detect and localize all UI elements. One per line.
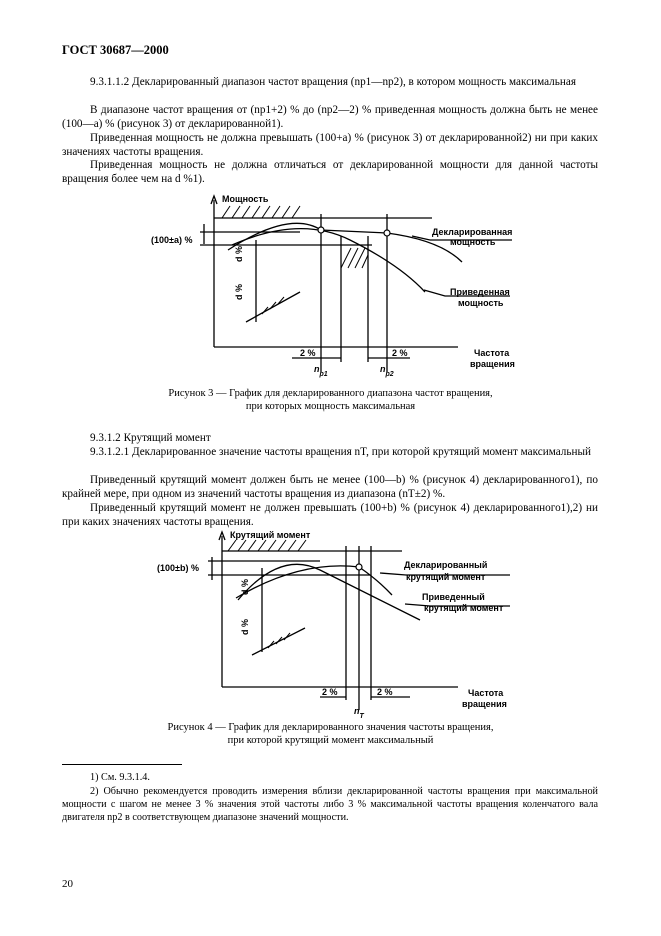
document-header: ГОСТ 30687—2000 bbox=[62, 43, 169, 57]
fig3-y-axis-label: Мощность bbox=[222, 194, 269, 204]
paragraph-power-deviation: Приведенная мощность не должна отличаться от декларированной мощности для данной частоты вращения более чем на d %1). bbox=[62, 159, 598, 185]
paragraph-9-3-1-1-2: 9.3.1.1.2 Декларированный диапазон частот вращения (np1—np2), в котором мощность максимальная bbox=[90, 76, 576, 88]
fig4-declared-label-1: Декларированный bbox=[404, 560, 488, 570]
fig4-nt-label: $n_T$ bbox=[354, 706, 364, 720]
footnote-1: 1) См. 9.3.1.4. bbox=[90, 772, 150, 783]
figure-4-caption: Рисунок 4 — График для декларированного значения частоты вращения, при которой крутящий момент максимальный bbox=[167, 722, 494, 746]
fig4-reduced-curve bbox=[238, 564, 420, 620]
footnote-2: 2) Обычно рекомендуется проводить измерения вблизи декларированной частоты вращения при максимальной мощности с шагом не менее 3 % значения этой частоты либо 3 % максимальной частоты вращения коленчатого вала двигателя np2 в соответствующем диапазоне значений мощности. bbox=[62, 786, 598, 823]
fig4-point-nt bbox=[356, 564, 362, 570]
fig3-tolerance-left: 2 % bbox=[300, 348, 316, 358]
fig4-reduced-label-2: крутящий момент bbox=[424, 603, 504, 613]
fig3-x-axis-label-2: вращения bbox=[470, 359, 515, 369]
paragraph-power-max: Приведенная мощность не должна превышать (100+a) % (рисунок 3) от декларированной2) ни при каких значениях частоты вращения. bbox=[62, 132, 598, 158]
fig3-declared-label-1: Декларированная bbox=[432, 227, 513, 237]
fig4-x-axis-label-1: Частота bbox=[468, 688, 504, 698]
fig3-d-label-lower: d % bbox=[234, 283, 244, 300]
fig4-y-axis-label: Крутящий момент bbox=[230, 530, 311, 540]
paragraph-torque-min: Приведенный крутящий момент должен быть не менее (100—b) % (рисунок 4) декларированного1), по крайней мере, при одном из значений частоты вращения из диапазона (nT±2) %. bbox=[62, 474, 598, 500]
paragraph-torque-max: Приведенный крутящий момент не должен превышать (100+b) % (рисунок 4) декларированного1),2) ни при каких значениях частоты вращения. bbox=[62, 502, 598, 528]
fig4-reduced-label-1: Приведенный bbox=[422, 592, 485, 602]
fig3-reduced-label-2: мощность bbox=[458, 298, 504, 308]
page-number: 20 bbox=[62, 878, 73, 890]
figure-3-caption: Рисунок 3 — График для декларированного диапазона частот вращения, при которых мощность максимальная bbox=[168, 388, 493, 412]
paragraph-9-3-1-2-1: 9.3.1.2.1 Декларированное значение частоты вращения nT, при которой крутящий момент максимальный bbox=[90, 446, 591, 458]
fig4-tolerance-right: 2 % bbox=[377, 687, 393, 697]
fig3-level-label: (100±a) % bbox=[151, 235, 193, 245]
fig4-declared-label-2: крутящий момент bbox=[406, 572, 486, 582]
footnote-divider bbox=[62, 764, 182, 765]
fig3-np2-label: $n_{p2}$ bbox=[380, 364, 394, 378]
fig3-reduced-label-1: Приведенная bbox=[450, 287, 510, 297]
fig4-level-label: (100±b) % bbox=[157, 563, 199, 573]
fig4-declared-curve bbox=[236, 566, 392, 598]
section-9-3-1-2-heading: 9.3.1.2 Крутящий момент bbox=[90, 432, 211, 444]
fig3-np1-label: $n_{p1}$ bbox=[314, 364, 328, 378]
fig4-x-axis-label-2: вращения bbox=[462, 699, 507, 709]
fig3-d-label-upper: d % bbox=[234, 245, 244, 262]
fig3-tolerance-right: 2 % bbox=[392, 348, 408, 358]
paragraph-power-min: В диапазоне частот вращения от (np1+2) % до (np2—2) % приведенная мощность должна быть не менее (100—a) % (рисунок 3) от декларированной1). bbox=[62, 104, 598, 130]
fig4-d-label-upper: d % bbox=[240, 578, 250, 595]
fig4-tolerance-left: 2 % bbox=[322, 687, 338, 697]
fig3-declared-label-2: мощность bbox=[450, 237, 496, 247]
fig3-x-axis-label-1: Частота bbox=[474, 348, 510, 358]
fig4-d-label-lower: d % bbox=[240, 618, 250, 635]
